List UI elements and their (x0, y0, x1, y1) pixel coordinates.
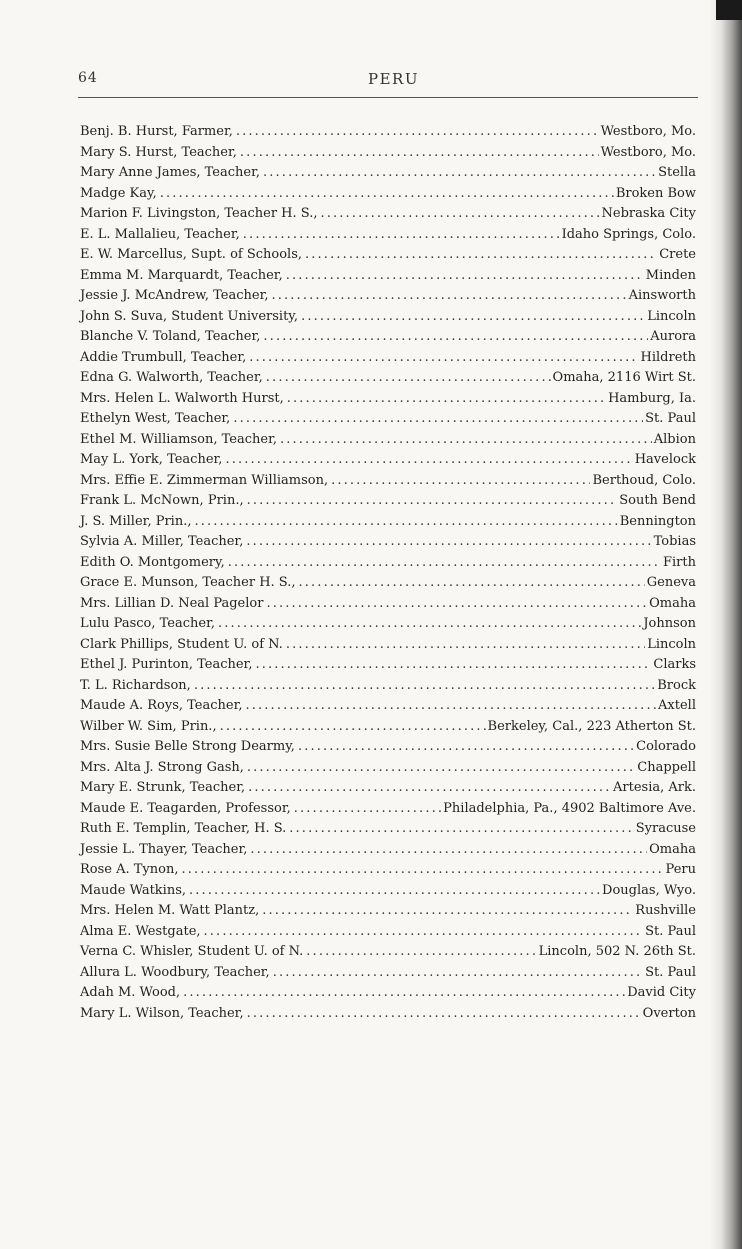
directory-entry (80, 204, 696, 225)
entry-name: Benj. B. Hurst, Farmer, (80, 124, 233, 139)
directory-entry (80, 901, 696, 922)
directory-entry (80, 655, 696, 676)
directory-entry (80, 594, 696, 615)
entry-place: Philadelphia, Pa., 4902 Baltimore Ave. (443, 800, 696, 816)
entry-place: Brock (657, 677, 696, 693)
dot-leader (286, 635, 645, 656)
dot-leader (306, 942, 536, 963)
directory-entry (80, 184, 696, 205)
directory-entry (80, 471, 696, 492)
entry-name: Ethel J. Purinton, Teacher, (80, 657, 253, 672)
entry-place: Albion (653, 431, 696, 447)
directory-entry (80, 717, 696, 738)
entry-name: Frank L. McNown, Prin., (80, 493, 244, 508)
dot-leader (262, 901, 633, 922)
directory-entry (80, 614, 696, 635)
entry-name: Madge Kay, (80, 185, 157, 201)
entry-place: Hildreth (640, 349, 696, 365)
dot-leader (287, 389, 606, 410)
entry-name: Mary L. Wilson, Teacher, (80, 1005, 244, 1021)
entry-place: Tobias (653, 534, 696, 549)
entry-name: Mrs. Effie E. Zimmerman Williamson, (80, 472, 329, 488)
entry-name: Ethel M. Williamson, Teacher, (80, 431, 277, 447)
directory-entry (80, 450, 696, 471)
dot-leader (331, 471, 590, 492)
entry-place: St. Paul (645, 923, 696, 939)
entry-place: Bennington (619, 513, 696, 529)
entry-name: Edna G. Walworth, Teacher, (80, 370, 263, 385)
dot-leader (266, 594, 647, 615)
dot-leader (228, 553, 661, 574)
dot-leader (286, 266, 644, 287)
dot-leader (247, 491, 618, 512)
dot-leader (246, 696, 657, 717)
directory-entry (80, 860, 696, 881)
entry-place: Havelock (634, 452, 696, 467)
directory-entry (80, 573, 696, 594)
entry-place: Omaha (649, 841, 696, 857)
dot-leader (255, 655, 651, 676)
entry-place: Westboro, Mo. (600, 144, 696, 160)
dot-leader (320, 204, 599, 225)
directory-list (80, 122, 696, 1024)
entry-place: Minden (645, 267, 696, 283)
dot-leader (250, 840, 647, 861)
directory-entry (80, 696, 696, 717)
dot-leader (183, 983, 625, 1004)
dot-leader (263, 327, 648, 348)
entry-name: Adah M. Wood, (80, 985, 181, 1000)
entry-name: Rose A. Tynon, (80, 862, 179, 877)
entry-place: Idaho Springs, Colo. (561, 226, 696, 242)
dot-leader (194, 676, 655, 697)
directory-entry (80, 778, 696, 799)
entry-place: Hamburg, Ia. (608, 390, 696, 406)
dot-leader (194, 512, 617, 533)
entry-place: Geneva (646, 575, 696, 590)
entry-name: J. S. Miller, Prin., (80, 513, 192, 529)
entry-place: Clarks (653, 657, 696, 672)
entry-name: Alma E. Westgate, (80, 923, 201, 939)
dot-leader (233, 409, 643, 430)
entry-place: St. Paul (645, 964, 696, 980)
entry-name: Jessie J. McAndrew, Teacher, (80, 288, 269, 303)
directory-entry (80, 758, 696, 779)
entry-place: Broken Bow (615, 185, 696, 201)
dot-leader (289, 819, 633, 840)
entry-place: Lincoln (647, 308, 696, 324)
directory-entry (80, 840, 696, 861)
entry-place: Omaha (649, 595, 696, 611)
entry-name: Ethelyn West, Teacher, (80, 411, 231, 426)
entry-place: Crete (659, 247, 696, 262)
directory-entry (80, 512, 696, 533)
directory-entry (80, 307, 696, 328)
directory-entry (80, 368, 696, 389)
dot-leader (280, 430, 652, 451)
directory-entry (80, 1004, 696, 1025)
directory-entry (80, 225, 696, 246)
entry-place: Lincoln (647, 636, 696, 652)
dot-leader (225, 450, 632, 471)
dot-leader (294, 799, 441, 820)
entry-name: Verna C. Whisler, Student U. of N. (80, 944, 304, 959)
dot-leader (273, 963, 643, 984)
entry-place: Stella (658, 165, 696, 180)
entry-place: Firth (663, 554, 696, 570)
entry-place: South Bend (619, 493, 696, 508)
dot-leader (181, 860, 663, 881)
directory-entry (80, 286, 696, 307)
directory-entry (80, 799, 696, 820)
dot-leader (247, 1004, 641, 1025)
directory-entry (80, 122, 696, 143)
dot-leader (305, 245, 657, 266)
entry-place: Johnson (643, 616, 696, 631)
directory-entry (80, 983, 696, 1004)
dot-leader (298, 737, 634, 758)
dot-leader (246, 532, 651, 553)
entry-name: E. W. Marcellus, Supt. of Schools, (80, 247, 303, 262)
entry-name: May L. York, Teacher, (80, 452, 223, 467)
header-rule (78, 97, 698, 98)
entry-place: Colorado (636, 739, 696, 754)
directory-entry (80, 348, 696, 369)
entry-place: St. Paul (645, 411, 696, 426)
entry-name: Grace E. Munson, Teacher H. S., (80, 575, 296, 590)
page-number: 64 (78, 70, 98, 86)
directory-entry (80, 922, 696, 943)
entry-name: Jessie L. Thayer, Teacher, (80, 841, 248, 857)
entry-name: Mary Anne James, Teacher, (80, 165, 261, 180)
directory-entry (80, 963, 696, 984)
dot-leader (243, 225, 560, 246)
entry-place: Westboro, Mo. (600, 124, 696, 139)
entry-place: Nebraska City (601, 206, 696, 221)
entry-place: Aurora (650, 329, 696, 344)
entry-place: Douglas, Wyo. (602, 882, 696, 898)
entry-name: Mrs. Helen M. Watt Plantz, (80, 903, 260, 918)
entry-place: Berthoud, Colo. (592, 472, 696, 488)
directory-entry (80, 430, 696, 451)
entry-name: Mrs. Lillian D. Neal Pagelor (80, 595, 264, 611)
entry-name: T. L. Richardson, (80, 677, 191, 693)
entry-place: Berkeley, Cal., 223 Atherton St. (487, 718, 696, 734)
entry-name: Maude A. Roys, Teacher, (80, 698, 243, 713)
entry-place: Syracuse (635, 821, 696, 836)
dot-leader (236, 122, 599, 143)
entry-name: Mrs. Susie Belle Strong Dearmy, (80, 739, 295, 754)
dot-leader (240, 143, 599, 164)
entry-name: Mrs. Helen L. Walworth Hurst, (80, 390, 284, 406)
entry-place: Rushville (635, 903, 696, 918)
entry-name: Allura L. Woodbury, Teacher, (80, 964, 270, 980)
directory-entry (80, 389, 696, 410)
dot-leader (248, 778, 611, 799)
entry-name: Emma M. Marquardt, Teacher, (80, 267, 283, 283)
entry-name: E. L. Mallalieu, Teacher, (80, 226, 240, 242)
entry-place: Chappell (637, 759, 696, 775)
directory-entry (80, 491, 696, 512)
directory-entry (80, 737, 696, 758)
entry-place: Peru (665, 862, 696, 877)
dot-leader (247, 758, 635, 779)
dot-leader (263, 163, 656, 184)
dot-leader (160, 184, 614, 205)
entry-name: Maude E. Teagarden, Professor, (80, 800, 291, 816)
running-head: PERU (368, 70, 419, 88)
entry-name: Mrs. Alta J. Strong Gash, (80, 759, 244, 775)
entry-name: Marion F. Livingston, Teacher H. S., (80, 206, 318, 221)
entry-name: Clark Phillips, Student U. of N. (80, 636, 283, 652)
directory-entry (80, 676, 696, 697)
dot-leader (266, 368, 551, 389)
entry-place: Axtell (658, 698, 696, 713)
directory-entry (80, 163, 696, 184)
entry-name: Blanche V. Toland, Teacher, (80, 329, 261, 344)
entry-name: John S. Suva, Student University, (80, 308, 299, 324)
entry-name: Sylvia A. Miller, Teacher, (80, 534, 244, 549)
directory-entry (80, 635, 696, 656)
entry-place: Lincoln, 502 N. 26th St. (538, 944, 696, 959)
dot-leader (189, 881, 600, 902)
page-edge-shadow (710, 0, 742, 1249)
dot-leader (272, 286, 627, 307)
entry-name: Addie Trumbull, Teacher, (80, 349, 247, 365)
dot-leader (220, 717, 486, 738)
directory-entry (80, 327, 696, 348)
dot-leader (249, 348, 638, 369)
directory-entry (80, 245, 696, 266)
directory-entry (80, 819, 696, 840)
entry-place: Overton (642, 1005, 696, 1021)
dot-leader (218, 614, 641, 635)
entry-name: Maude Watkins, (80, 882, 186, 898)
entry-name: Ruth E. Templin, Teacher, H. S. (80, 821, 287, 836)
entry-name: Wilber W. Sim, Prin., (80, 718, 217, 734)
entry-place: Ainsworth (628, 288, 696, 303)
entry-name: Mary E. Strunk, Teacher, (80, 780, 246, 795)
directory-entry (80, 143, 696, 164)
entry-name: Mary S. Hurst, Teacher, (80, 144, 237, 160)
dot-leader (204, 922, 644, 943)
entry-place: David City (627, 985, 696, 1000)
directory-entry (80, 266, 696, 287)
directory-entry (80, 942, 696, 963)
dot-leader (299, 573, 645, 594)
entry-name: Lulu Pasco, Teacher, (80, 616, 215, 631)
page-header (78, 70, 698, 92)
entry-place: Artesia, Ark. (613, 780, 696, 795)
directory-entry (80, 532, 696, 553)
directory-entry (80, 409, 696, 430)
dot-leader (301, 307, 645, 328)
directory-entry (80, 881, 696, 902)
directory-entry (80, 553, 696, 574)
page-edge-dark-corner (716, 0, 742, 20)
entry-name: Edith O. Montgomery, (80, 554, 225, 570)
entry-place: Omaha, 2116 Wirt St. (552, 370, 696, 385)
